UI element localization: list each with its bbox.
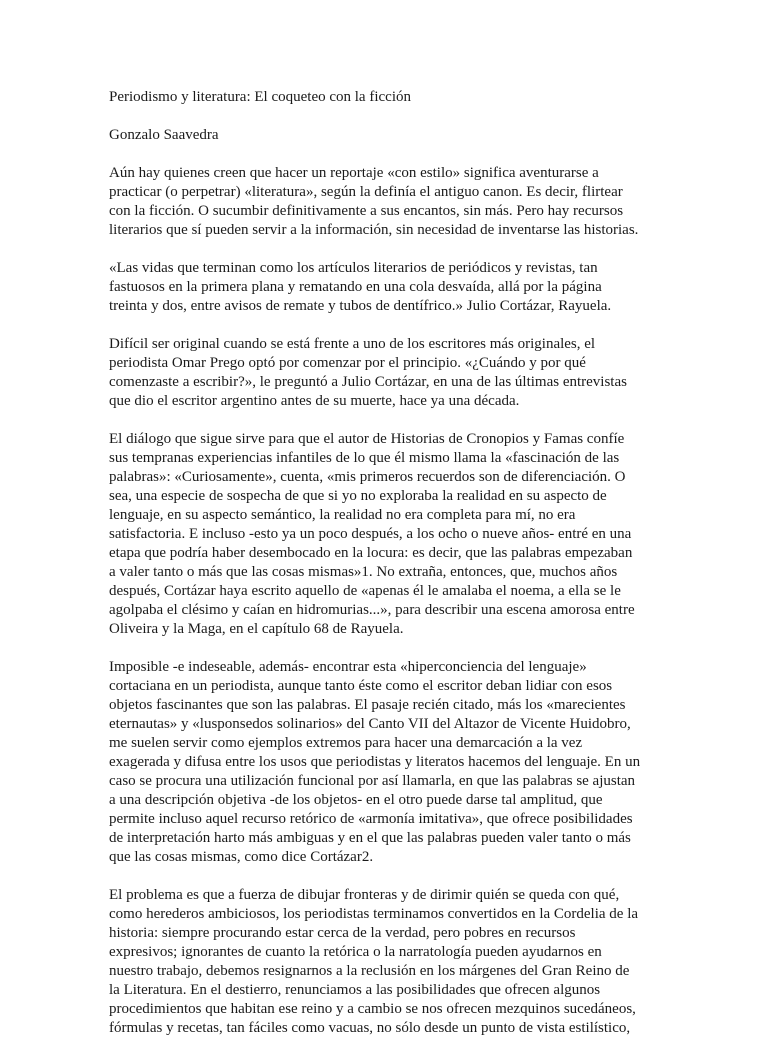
- text-line: cortaciana en un periodista, aunque tanto éste como el escritor deban lidiar con esos: [109, 678, 613, 694]
- text-line: que dio el escritor argentino antes de su muerte, hace ya una década.: [109, 393, 520, 409]
- text-line: a valer tanto o más que las cosas mismas»1. No extraña, entonces, que, muchos años: [109, 564, 618, 580]
- text-line: eternautas» y «lusponsedos solinarios» del Canto VII del Altazor de Vicente Huidobro,: [109, 716, 631, 732]
- text-line: historia: siempre procurando estar cerca de la verdad, pero pobres en recursos: [109, 925, 576, 941]
- text-line: palabras»: «Curiosamente», cuenta, «mis primeros recuerdos son de diferenciación. O: [109, 469, 626, 485]
- text-line: lenguaje, en su aspecto semántico, la realidad no era completa para mí, no era: [109, 507, 576, 523]
- text-line: sus tempranas experiencias infantiles de lo que él mismo llama la «fascinación de las: [109, 450, 620, 466]
- text-line: de interpretación harto más ambiguas y en el que las palabras pueden valer tanto o más: [109, 830, 631, 846]
- text-line: fórmulas y recetas, tan fáciles como vacuas, no sólo desde un punto de vista estilístico,: [109, 1020, 631, 1036]
- document-title: Periodismo y literatura: El coqueteo con la ficción: [109, 89, 411, 105]
- paragraph: [109, 886, 665, 1038]
- text-line: nuestro trabajo, debemos resignarnos a la reclusión en los márgenes del Gran Reino de: [109, 963, 630, 979]
- text-line: satisfactoria. E incluso -esto ya un poco después, a los ocho o nueve años- entré en una: [109, 526, 632, 542]
- text-line: sea, una especie de sospecha de que si yo no exploraba la realidad en su aspecto de: [109, 488, 607, 504]
- text-line: etapa que podría haber desembocado en la locura: es decir, que las palabras empezaban: [109, 545, 633, 561]
- text-line: literarios que sí pueden servir a la información, sin necesidad de inventarse las historias.: [109, 222, 639, 238]
- text-line: como herederos ambiciosos, los periodistas terminamos convertidos en la Cordelia de la: [109, 906, 639, 922]
- paragraph: [109, 164, 665, 240]
- text-line: comenzaste a escribir?», le preguntó a Julio Cortázar, en una de las últimas entrevistas: [109, 374, 627, 390]
- paragraph: [109, 658, 665, 867]
- text-line: la Literatura. En el destierro, renunciamos a las posibilidades que ofrecen algunos: [109, 982, 601, 998]
- text-line: me suelen servir como ejemplos extremos para hacer una demarcación a la vez: [109, 735, 583, 751]
- text-line: periodista Omar Prego optó por comenzar por el principio. «¿Cuándo y por qué: [109, 355, 586, 371]
- paragraph: [109, 259, 665, 316]
- document-author: Gonzalo Saavedra: [109, 127, 219, 143]
- text-line: «Las vidas que terminan como los artículos literarios de periódicos y revistas, tan: [109, 260, 598, 276]
- paragraph-list: [109, 164, 665, 1038]
- document-body: [109, 88, 665, 1057]
- text-line: fastuosos en la primera plana y rematando en una cola desvaída, allá por la página: [109, 279, 602, 295]
- text-line: Difícil ser original cuando se está frente a uno de los escritores más originales, el: [109, 336, 596, 352]
- text-line: Aún hay quienes creen que hacer un reportaje «con estilo» significa aventurarse a: [109, 165, 599, 181]
- text-line: objetos fascinantes que son las palabras. El pasaje recién citado, más los «marecientes: [109, 697, 626, 713]
- text-line: que las cosas mismas, como dice Cortázar2.: [109, 849, 374, 865]
- text-line: El diálogo que sigue sirve para que el autor de Historias de Cronopios y Famas confíe: [109, 431, 625, 447]
- paragraph: [109, 335, 665, 411]
- text-line: caso se procura una utilización funcional por así llamarla, en que las palabras se ajustan: [109, 773, 636, 789]
- text-line: exagerada y difusa entre los usos que periodistas y literatos hacemos del lenguaje. En un: [109, 754, 641, 770]
- text-line: permite incluso aquel recurso retórico de «armonía imitativa», que ofrece posibilidades: [109, 811, 633, 827]
- text-line: practicar (o perpetrar) «literatura», según la definía el antiguo canon. Es decir, flirtear: [109, 184, 623, 200]
- text-line: a una descripción objetiva -de los objetos- en el otro puede darse tal amplitud, que: [109, 792, 603, 808]
- text-line: Oliveira y la Maga, en el capítulo 68 de Rayuela.: [109, 621, 404, 637]
- text-line: Imposible -e indeseable, además- encontrar esta «hiperconciencia del lenguaje»: [109, 659, 587, 675]
- text-line: después, Cortázar haya escrito aquello de «apenas él le amalaba el noema, a ella se le: [109, 583, 621, 599]
- text-line: expresivos; ignorantes de cuanto la retórica o la narratología pueden ayudarnos en: [109, 944, 602, 960]
- text-line: con la ficción. O sucumbir definitivamente a sus encantos, sin más. Pero hay recursos: [109, 203, 624, 219]
- text-line: agolpaba el clésimo y caían en hidromurias...», para describir una escena amorosa entre: [109, 602, 635, 618]
- paragraph: [109, 430, 665, 639]
- text-line: treinta y dos, entre avisos de remate y tubos de dentífrico.» Julio Cortázar, Rayuela.: [109, 298, 612, 314]
- text-line: procedimientos que habitan ese reino y a cambio se nos ofrecen mezquinos sucedáneos,: [109, 1001, 636, 1017]
- text-line: El problema es que a fuerza de dibujar fronteras y de dirimir quién se queda con qué,: [109, 887, 620, 903]
